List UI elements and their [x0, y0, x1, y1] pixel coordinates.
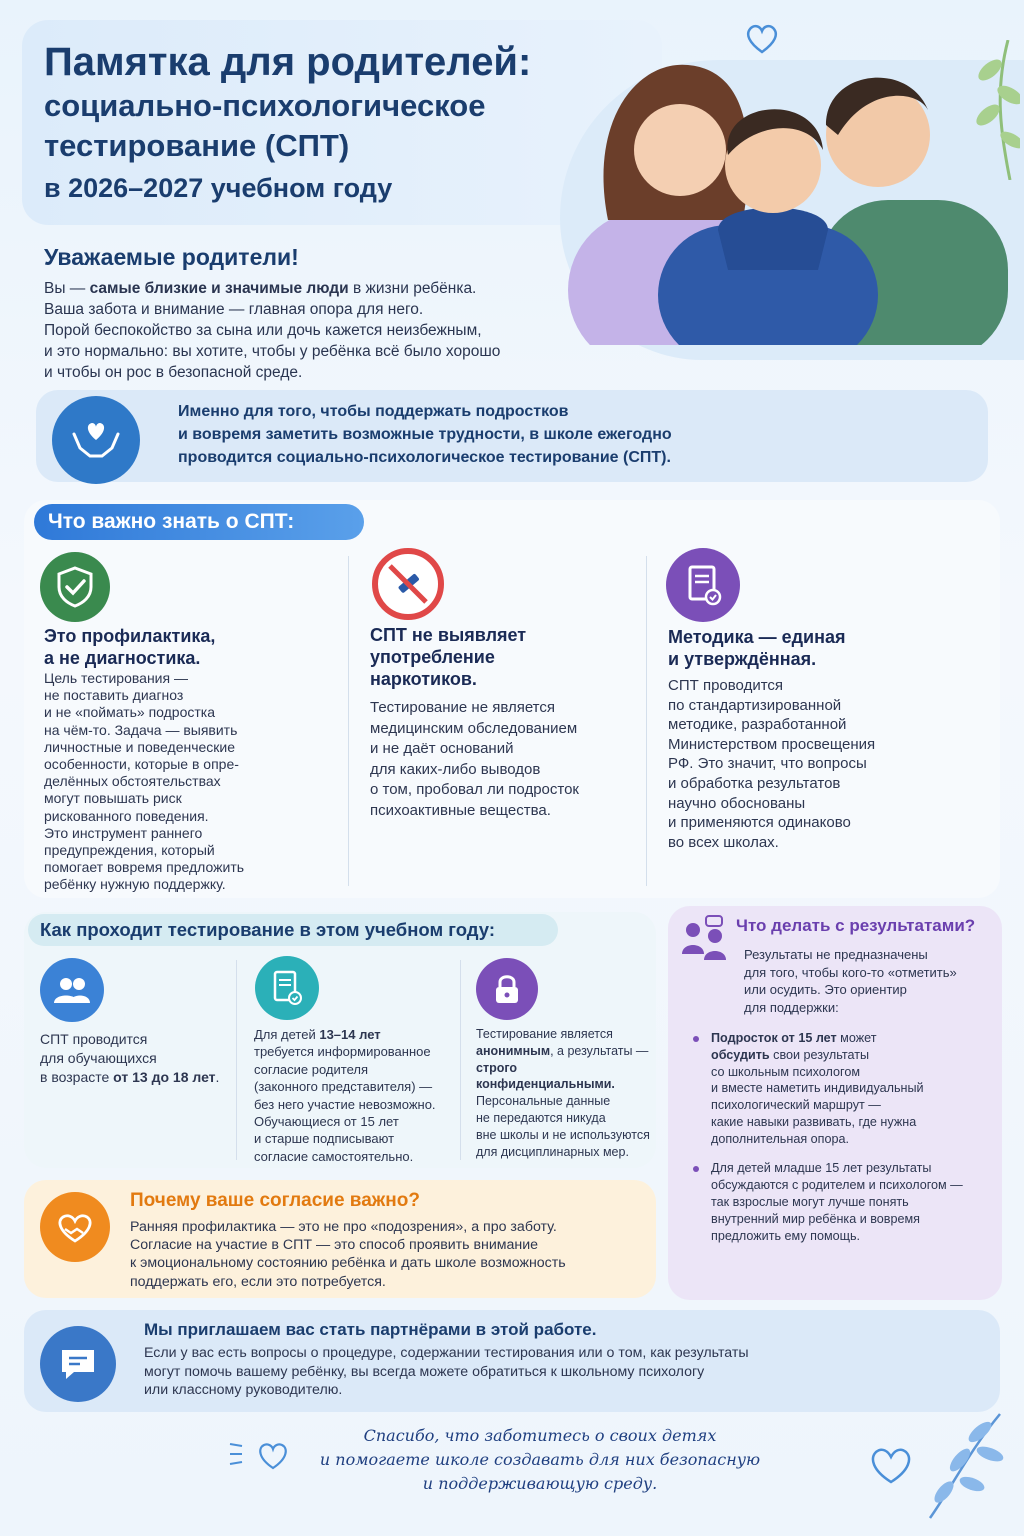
divider [646, 556, 647, 886]
text-line: и обработка результатов [668, 774, 841, 792]
consent-document-icon [255, 956, 319, 1020]
important-label: Что важно знать о СПТ: [34, 504, 364, 540]
results-intro [744, 946, 994, 1016]
text-line: на чём-то. Задача — выявить [44, 721, 238, 738]
text-line: рискованного поведения. [44, 807, 209, 824]
heart-icon [228, 1434, 298, 1474]
text-line: какие навыки развивать, где нужна [711, 1114, 917, 1129]
text-line: и не даёт оснований [370, 740, 514, 757]
text-line: для дисциплинарных мер. [476, 1144, 629, 1159]
results-bullet-1: Подросток от 15 лет может обсудить свои результаты со школьным психологом и вместе наметить индивидуальный психологический маршрут — какие навыки развивать, где нужна дополнительная опора. [711, 1030, 991, 1148]
col1-text [44, 670, 344, 894]
text-line: Для детей младше 15 лет результаты [711, 1161, 932, 1175]
text-line: согласие родителя [254, 1061, 369, 1077]
handshake-heart-icon [40, 1192, 110, 1262]
col3-text [668, 676, 978, 852]
text-line: обсуждаются с родителем и психологом — [711, 1178, 963, 1192]
text-line: не поставить диагноз [44, 687, 184, 704]
footer-thanks [300, 1424, 780, 1496]
text-line: Персональные данные [476, 1094, 611, 1109]
speech-bubble-icon [40, 1326, 116, 1402]
process-col3-text: Тестирование является анонимным, а результаты — строго конфиденциальными. Персональные данные не передаются никуда вне школы и не используются для дисциплинарных мер. [476, 1026, 656, 1160]
text-line: по стандартизированной [668, 696, 842, 714]
text-line: Ранняя профилактика — это не про «подозрения», а про заботу. [130, 1219, 557, 1235]
text-line: личностные и поведенческие [44, 738, 236, 755]
text-line: предложить ему помощь. [711, 1229, 861, 1243]
col2-title: СПТ не выявляет употребление наркотиков. [370, 625, 527, 689]
col2-text [370, 698, 650, 821]
results-heading: Что делать с результатами? [736, 916, 976, 935]
lock-icon [476, 958, 538, 1020]
col1-title: Это профилактика, а не диагностика. [44, 626, 216, 668]
purpose-text: Именно для того, чтобы поддержать подростков и вовремя заметить возможные трудности, в школе ежегодно проводится социально-психологическое тестирование (СПТ). [178, 403, 672, 466]
text-line: и помогаете школе создавать для них безопасную [319, 1450, 761, 1469]
text-line: могут повышать риск [44, 790, 182, 807]
text-line: без него участие невозможно. [254, 1096, 436, 1112]
page-subtitle-2: тестирование (СПТ) [44, 128, 350, 163]
consent-heading: Почему ваше согласие важно? [130, 1190, 420, 1211]
text-line: методике, разработанной [668, 716, 847, 734]
text-line: психоактивные вещества. [370, 801, 551, 819]
text-line: (законного представителя) — [254, 1079, 433, 1095]
partner-text [144, 1344, 984, 1400]
text-line: помогает вовремя предложить [44, 859, 245, 876]
text-line: и поддерживающую среду. [422, 1474, 658, 1493]
text-line: научно обоснованы [668, 794, 806, 812]
text-line: внутренний мир ребёнка и вовремя [711, 1212, 920, 1226]
text-line: Цель тестирования — [44, 670, 188, 686]
text-line: так взрослые могут лучше понять [711, 1195, 909, 1209]
bullet [693, 1166, 699, 1172]
text-line: о том, пробовал ли подросток [370, 781, 579, 798]
partner-heading: Мы приглашаем вас стать партнёрами в этой работе. [144, 1320, 597, 1339]
text-line: и применяются одинаково [668, 814, 851, 832]
text-line: Обучающиеся от 15 лет [254, 1114, 399, 1130]
text-line: Если у вас есть вопросы о процедуре, содержании тестирования или о том, как результаты [144, 1345, 749, 1361]
text-line: предупреждения, который [44, 842, 215, 859]
chat-people-icon [680, 914, 728, 962]
text-line: ребёнку нужную поддержку. [44, 876, 226, 893]
divider [460, 960, 461, 1160]
text-line: делённых обстоятельствах [44, 773, 221, 790]
text-line: для поддержки: [744, 999, 839, 1015]
text-line: согласие самостоятельно. [254, 1148, 414, 1164]
text-line: или осудить. Это ориентир [744, 982, 907, 997]
text-line: для того, чтобы кого-то «отметить» [744, 964, 957, 980]
text-line: Спасибо, что заботитесь о своих детях [363, 1426, 717, 1445]
shield-check-icon [40, 552, 110, 622]
text-line: во всех школах. [668, 833, 779, 851]
text-line: Это инструмент раннего [44, 824, 203, 841]
bullet [693, 1036, 699, 1042]
text-line: РФ. Это значит, что вопросы [668, 755, 867, 773]
text-line: дополнительная опора. [711, 1131, 849, 1146]
page-subtitle-3: в 2026–2027 учебном году [44, 173, 393, 203]
process-label: Как проходит тестирование в этом учебном году: [28, 914, 558, 946]
text-line: психологический маршрут — [711, 1098, 881, 1113]
divider [236, 960, 237, 1160]
text-line: Согласие на участие в СПТ — это способ проявить внимание [130, 1237, 539, 1254]
text-line: медицинским обследованием [370, 719, 578, 737]
page-subtitle-1: социально-психологическое [44, 88, 486, 123]
page-title: Памятка для родителей: [44, 40, 532, 84]
text-line: Тестирование не является [370, 699, 555, 716]
document-check-icon [666, 548, 740, 622]
text-line: и вместе наметить индивидуальный [711, 1081, 924, 1096]
leaf-icon [920, 1410, 1010, 1520]
text-line: особенности, которые в опре- [44, 756, 239, 773]
consent-text [130, 1218, 650, 1291]
text-line: могут помочь вашему ребёнку, вы всегда можете обратиться к школьному психологу [144, 1363, 705, 1380]
col3-title: Методика — единая и утверждённая. [668, 627, 846, 669]
text-line: поддержать его, если это потребуется. [130, 1273, 386, 1290]
process-col2-text: Для детей 13–14 лет требуется информированное согласие родителя (законного представителя) — без него участие невозможно. Обучающиеся от 15 лет и старше подписывают согласие самостоятельно. [254, 1026, 454, 1165]
text-line: к эмоциональному состоянию ребёнка и дать школе возможность [130, 1255, 566, 1272]
results-bullet-2 [711, 1160, 993, 1245]
people-icon [40, 958, 104, 1022]
text-line: не передаются никуда [476, 1110, 606, 1125]
text-line: и не «поймать» подростка [44, 704, 216, 721]
heart-hands-icon [52, 396, 140, 484]
text-line: или классному руководителю. [144, 1382, 343, 1399]
greeting-text: Вы — самые близкие и значимые люди в жизни ребёнка. Ваша забота и внимание — главная опора для него. Порой беспокойство за сына или дочь кажется неизбежным, и это нормально: вы хотите, чтобы у ребёнка всё было хорошо и чтобы он рос в безопасной среде. [44, 280, 501, 381]
heart-icon [866, 1440, 916, 1488]
text-line: требуется информированное [254, 1044, 431, 1060]
text-line: и старше подписывают [254, 1131, 395, 1147]
text-line: СПТ проводится [668, 677, 784, 694]
text-line: для каких-либо выводов [370, 760, 541, 778]
process-col1-text: СПТ проводится для обучающихся в возрасте от 13 до 18 лет. [40, 1031, 220, 1085]
text-line: Результаты не предназначены [744, 947, 928, 962]
greeting-heading: Уважаемые родители! [44, 244, 299, 270]
divider [348, 556, 349, 886]
text-line: вне школы и не используются [476, 1127, 650, 1142]
text-line: Министерством просвещения [668, 735, 876, 753]
no-syringe-icon [372, 548, 444, 620]
text-line: со школьным психологом [711, 1064, 861, 1079]
